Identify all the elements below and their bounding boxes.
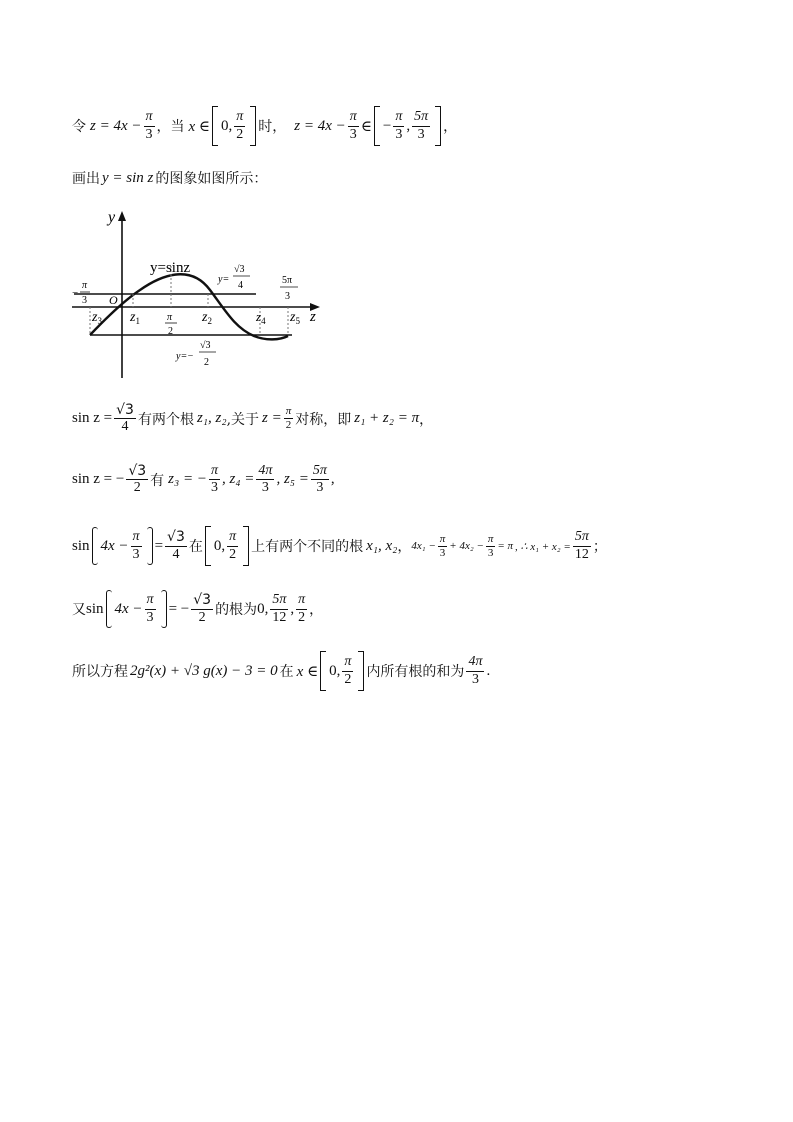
frac-sqrt3-over-2: $\frac{√3}{2}$ xyxy=(128,463,147,496)
paren-group: 4x − $\frac{\pi}{3}$ xyxy=(92,527,153,565)
frac-5pi-over-12: $\frac{5\pi}{12}$ xyxy=(574,529,589,562)
semicolon: ； xyxy=(592,539,607,555)
z2-label: $z_2$ xyxy=(202,310,212,326)
interval: 0, $\frac{\pi}{2}$ xyxy=(205,526,249,566)
expr-eq-pi: = π xyxy=(497,540,514,552)
root-zero: 0, xyxy=(257,600,269,617)
lower-line-num: √3 xyxy=(200,340,211,351)
interval: 0, $\frac{\pi}{2}$ xyxy=(320,651,364,691)
text-you: 有 xyxy=(150,472,165,489)
comma: , xyxy=(330,471,335,488)
period: . xyxy=(486,662,491,679)
text-about: ,关于 xyxy=(226,411,260,428)
interval-x: 0, $\frac{\pi}{2}$ xyxy=(212,106,256,146)
in-symbol: ∈ xyxy=(360,118,372,135)
five-pi-den: 3 xyxy=(285,291,290,302)
text-graph-shown: 的图象如图所示： xyxy=(155,171,268,187)
line-draw-graph xyxy=(72,168,267,188)
line-substitution xyxy=(72,106,457,146)
comma: ， xyxy=(419,411,434,428)
z4-eq: , z₄ = xyxy=(221,471,255,488)
text-zai: 在 xyxy=(279,664,294,680)
y-axis-label: y xyxy=(108,209,116,226)
z5-eq: , z₅ = xyxy=(276,471,309,488)
x-in: x ∈ xyxy=(296,663,319,680)
z-definition: z = 4x − xyxy=(90,117,142,134)
line-conclusion xyxy=(72,651,490,691)
text-two-different-roots: 上有两个不同的根 xyxy=(251,539,364,555)
line-x1-x2 xyxy=(72,526,607,566)
upper-line-den: 4 xyxy=(238,280,243,291)
neg-sign: − xyxy=(72,287,79,299)
text-zai: 在 xyxy=(188,539,203,555)
curve-label: y=sinz xyxy=(150,260,191,276)
frac-pi-over-3-small: $\frac{\pi}{3}$ xyxy=(439,532,446,559)
z-axis-label: z xyxy=(310,309,316,325)
equals: = xyxy=(154,537,164,554)
lower-line-den: 2 xyxy=(204,357,209,368)
sine-graph-figure xyxy=(70,208,330,383)
text-therefore-equation: 所以方程 xyxy=(72,664,128,680)
roots-x1-x2: x₁, x₂ xyxy=(366,537,398,554)
frac-4pi-over-3: $\frac{4\pi}{3}$ xyxy=(468,654,483,687)
line-two-roots xyxy=(72,402,433,435)
half-pi-den: 2 xyxy=(168,326,173,337)
text-draw: 画出 xyxy=(72,171,100,187)
frac-pi-over-3: $\frac{\pi}{3}$ xyxy=(210,463,218,496)
five-pi-num: 5π xyxy=(282,275,293,286)
therefore-sum: , ∴ x₁ + x₂ = xyxy=(515,540,571,553)
origin-label: O xyxy=(109,293,118,307)
z-expression: z = 4x − xyxy=(294,117,346,134)
z4-label: $z_4$ xyxy=(256,309,266,326)
sin-z-eq-neg: sin z = − xyxy=(72,471,125,488)
frac-pi-over-2: $\frac{\pi}{2}$ xyxy=(285,405,292,432)
sin: sin xyxy=(86,600,104,617)
text-roots-are: 的根为 xyxy=(215,602,258,618)
sum-z1-z2: z₁ + z₂ = π xyxy=(354,410,420,427)
neg-pi-num: π xyxy=(82,280,88,291)
frac-pi-over-2: $\frac{\pi}{2}$ xyxy=(298,592,306,625)
frac-pi-over-3: $\frac{\pi}{3}$ xyxy=(145,109,153,142)
paren-group: 4x − $\frac{\pi}{3}$ xyxy=(106,590,167,628)
y-axis-arrow xyxy=(118,211,126,221)
text-two-roots: 有两个根 xyxy=(137,411,194,428)
z3-label: $z_3$ xyxy=(92,310,102,326)
upper-line-label: y= xyxy=(218,274,230,285)
frac-pi-over-3b: $\frac{\pi}{3}$ xyxy=(349,109,357,142)
text-you: 又 xyxy=(72,602,86,618)
x-in: x ∈ xyxy=(188,118,211,135)
expr-4x2: + 4x₂ − xyxy=(449,540,484,552)
equation: 2g²(x) + √3 g(x) − 3 = 0 xyxy=(130,662,278,679)
upper-line-num: √3 xyxy=(234,264,245,275)
z3-eq: z₃ = − xyxy=(168,471,207,488)
sin-z-eq: sin z = xyxy=(72,410,113,427)
text-ling: 令 xyxy=(72,119,86,135)
z5-label: $z_5$ xyxy=(290,310,300,326)
frac-5pi-over-3: $\frac{5\pi}{3}$ xyxy=(312,463,327,496)
frac-sqrt3-over-2: $\frac{√3}{2}$ xyxy=(193,592,212,625)
lower-line-label: y=− xyxy=(176,351,194,362)
frac-sqrt3-over-4: $\frac{√3}{4}$ xyxy=(167,529,185,562)
half-pi-num: π xyxy=(167,312,173,323)
text-symmetric: 对称，即 xyxy=(295,411,352,428)
expr-4x1: 4x₁ − xyxy=(411,540,436,552)
sin: sin xyxy=(72,537,90,554)
line-three-roots xyxy=(72,463,335,496)
comma: ， xyxy=(156,119,171,135)
equals-neg: = − xyxy=(168,600,190,617)
frac-pi-over-3-small2: $\frac{\pi}{3}$ xyxy=(487,532,494,559)
text-shi: 时， xyxy=(258,119,287,135)
text-sum-of-roots: 内所有根的和为 xyxy=(366,664,465,680)
roots-z1-z2: z₁, z₂ xyxy=(196,410,227,427)
comma-end: ， xyxy=(443,119,458,135)
z1-label: $z_1$ xyxy=(130,310,140,326)
line-other-roots xyxy=(72,590,323,628)
neg-pi-den: 3 xyxy=(82,295,87,306)
comma-end: ， xyxy=(309,602,324,618)
z-eq: z = xyxy=(262,410,282,427)
expr-y-sin-z: y = sin z xyxy=(102,169,154,186)
frac-5pi-over-12: $\frac{5\pi}{12}$ xyxy=(272,592,287,625)
comma: ， xyxy=(397,539,412,555)
frac-sqrt3-over-4: $\frac{√3}{4}$ xyxy=(116,402,134,435)
text-dang: 当 xyxy=(170,119,185,135)
comma: , xyxy=(290,600,295,617)
interval-z: − $\frac{\pi}{3}$ , $\frac{5\pi}{3}$ xyxy=(374,106,441,146)
frac-4pi-over-3: $\frac{4\pi}{3}$ xyxy=(258,463,273,496)
